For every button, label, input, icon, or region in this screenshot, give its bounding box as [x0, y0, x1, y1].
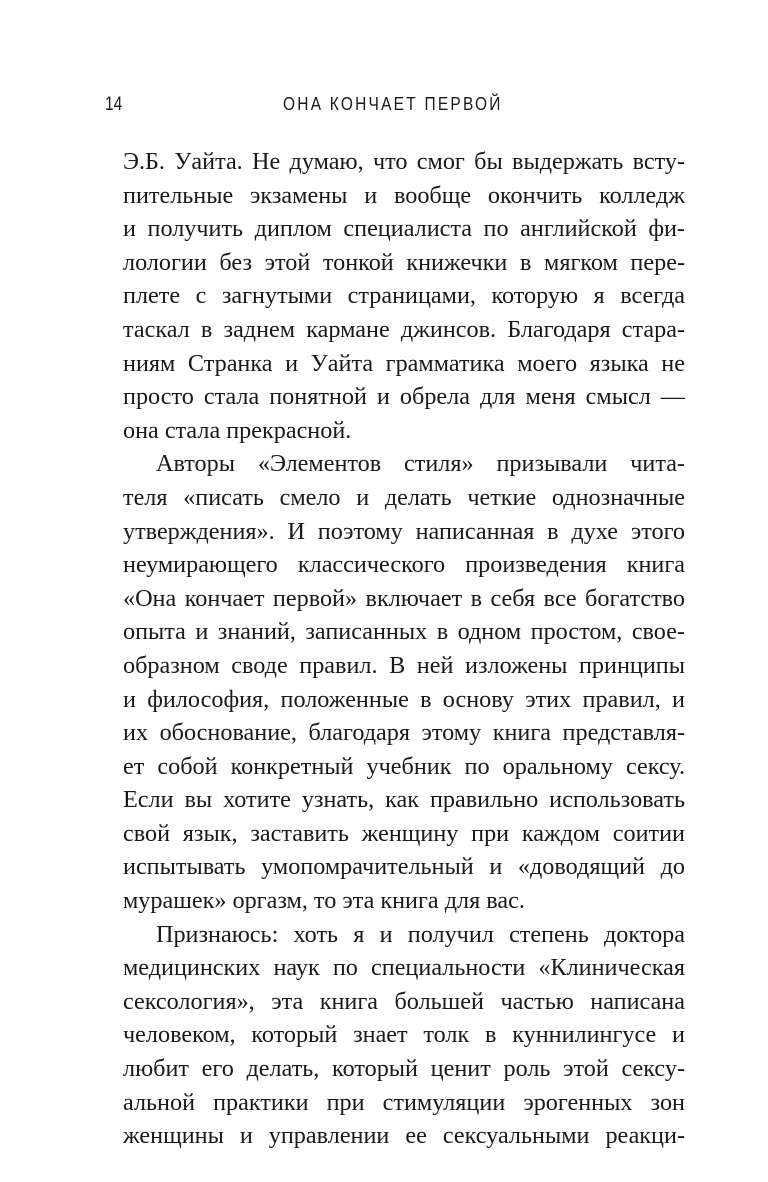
text-line: таскал в заднем кармане джинсов. Благодаря стара-	[123, 315, 685, 343]
text-line: сексология», эта книга большей частью написана	[123, 987, 685, 1015]
text-line: ниям Странка и Уайта грамматика моего языка не	[123, 349, 685, 377]
text-line: женщины и управлении ее сексуальными реакци-	[123, 1122, 685, 1150]
paragraph-1	[123, 145, 685, 447]
text-line: пительные экзамены и вообще окончить колледж	[123, 181, 685, 209]
text-line: медицинских наук по специальности «Клиническая	[123, 954, 685, 982]
text-line: мурашек» оргазм, то эта книга для вас.	[123, 887, 525, 915]
text-line: их обоснование, благодаря этому книга представля-	[123, 719, 685, 747]
text-line: человеком, который знает толк в куннилингусе и	[123, 1021, 685, 1049]
text-line: просто стала понятной и обрела для меня смысл —	[123, 383, 685, 411]
text-line: и получить диплом специалиста по английской фи-	[123, 215, 685, 243]
text-line: она стала прекрасной.	[123, 416, 352, 444]
page-number: 14	[105, 94, 123, 115]
text-line: утверждения». И поэтому написанная в духе этого	[123, 517, 685, 545]
running-title: ОНА КОНЧАЕТ ПЕРВОЙ	[283, 94, 503, 114]
text-line: свой язык, заставить женщину при каждом соитии	[123, 819, 685, 847]
text-line: опыта и знаний, записанных в одном простом, свое-	[123, 618, 685, 646]
text-line: образном своде правил. В ней изложены принципы	[123, 651, 685, 679]
text-line: плете с загнутыми страницами, которую я всегда	[123, 282, 685, 310]
paragraph-2	[123, 447, 685, 917]
text-line: Если вы хотите узнать, как правильно использовать	[123, 786, 685, 814]
text-line: неумирающего классического произведения книга	[123, 551, 685, 579]
text-line: альной практики при стимуляции эрогенных зон	[123, 1088, 685, 1116]
text-line: ет собой конкретный учебник по оральному сексу.	[123, 752, 685, 780]
text-line: и философия, положенные в основу этих правил, и	[123, 685, 685, 713]
text-line: теля «писать смело и делать четкие однозначные	[123, 483, 685, 511]
text-line: Э.Б. Уайта. Не думаю, что смог бы выдержать всту-	[123, 148, 685, 175]
text-line: «Она кончает первой» включает в себя все богатство	[123, 584, 685, 612]
paragraph-3	[123, 918, 685, 1153]
text-line: Авторы «Элементов стиля» призывали чита-	[156, 450, 685, 478]
body-text	[123, 145, 685, 1153]
text-line: лологии без этой тонкой книжечки в мягком пере-	[123, 248, 685, 276]
text-line: испытывать умопомрачительный и «доводящий до	[123, 853, 685, 881]
text-line: любит его делать, который ценит роль этой сексу-	[123, 1055, 685, 1083]
text-line: Признаюсь: хоть я и получил степень доктора	[156, 920, 685, 948]
running-head	[0, 92, 768, 120]
